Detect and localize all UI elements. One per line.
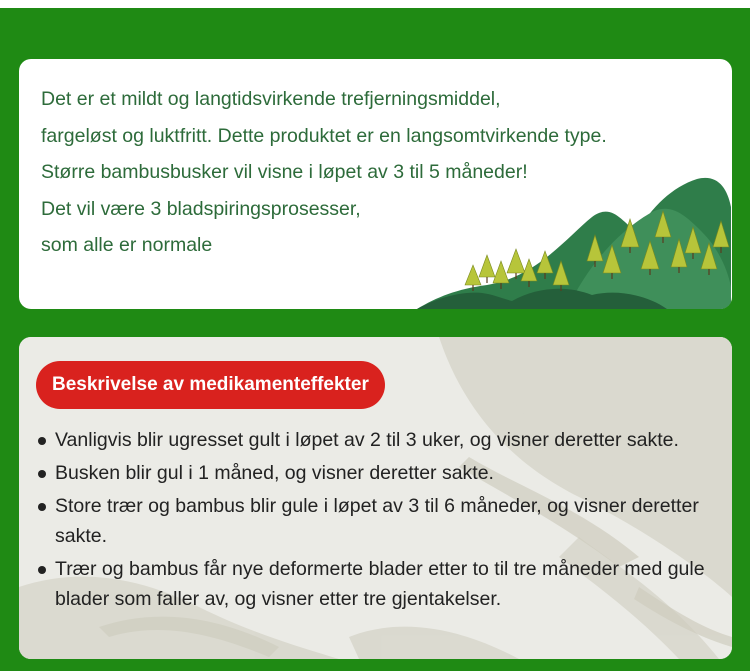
effects-list — [37, 425, 717, 617]
info-line: fargeløst og luktfritt. Dette produktet er en langsomtvirkende type. — [41, 124, 607, 147]
info-line: som alle er normale — [41, 234, 213, 256]
info-card — [19, 59, 732, 309]
bullet-dot-icon — [38, 470, 46, 478]
forest-hills-icon — [417, 177, 731, 309]
info-line: Større bambusbusker vil visne i løpet av 3 til 5 måneder! — [41, 161, 528, 183]
list-item — [37, 425, 717, 455]
bullet-dot-icon — [38, 503, 46, 511]
list-item — [37, 458, 717, 488]
effects-badge: Beskrivelse av medikamenteffekter — [36, 361, 385, 409]
list-item-text: Trær og bambus får nye deformerte blader etter to til tre måneder med gule blader som faller av, og visner etter tre gjentakelser. — [55, 558, 705, 610]
info-line: Det er et mildt og langtidsvirkende trefjerningsmiddel, — [41, 88, 501, 110]
list-item-text: Store trær og bambus blir gule i løpet av 3 til 6 måneder, og visner deretter sakte. — [55, 495, 699, 547]
list-item-text: Busken blir gul i 1 måned, og visner deretter sakte. — [55, 462, 494, 484]
bullet-dot-icon — [38, 566, 46, 574]
top-band — [0, 0, 750, 8]
info-line: Det vil være 3 bladspiringsprosesser, — [41, 197, 361, 220]
list-item — [37, 554, 717, 614]
bullet-dot-icon — [38, 437, 46, 445]
effects-card — [19, 337, 732, 659]
list-item-text: Vanligvis blir ugresset gult i løpet av 2 til 3 uker, og visner deretter sakte. — [55, 429, 679, 451]
list-item — [37, 491, 717, 551]
